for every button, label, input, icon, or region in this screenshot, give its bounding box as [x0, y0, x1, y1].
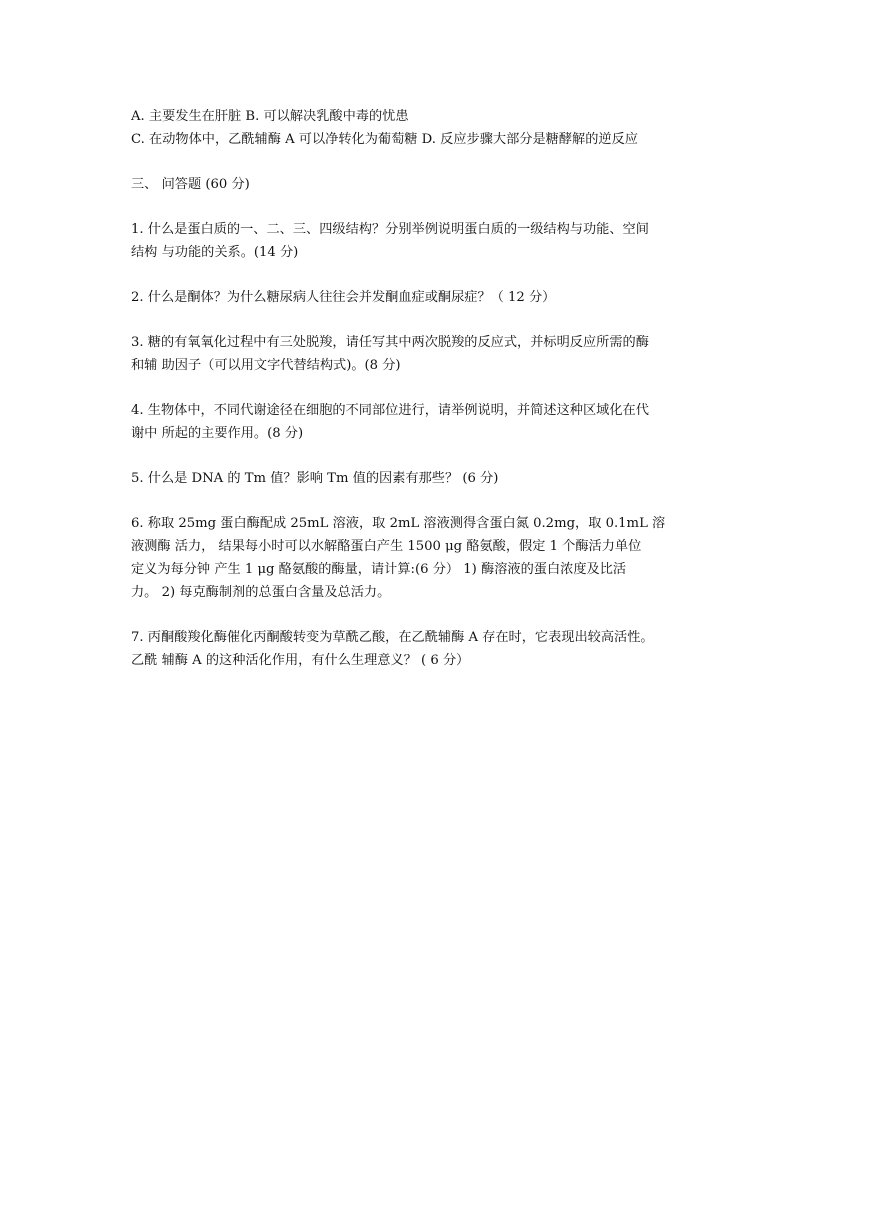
- question-1: [131, 218, 743, 264]
- question-4: [131, 399, 743, 445]
- spacer: [131, 604, 743, 626]
- question-2: [131, 286, 743, 309]
- question-line: 乙酰 辅酶 A 的这种活化作用，有什么生理意义？ ( 6 分）: [131, 653, 470, 668]
- question-line: 1. 什么是蛋白质的一、二、三、四级结构？分别举例说明蛋白质的一级结构与功能、空间: [131, 222, 649, 237]
- question-line: 3. 糖的有氧氧化过程中有三处脱羧，请任写其中两次脱羧的反应式，并标明反应所需的酶: [131, 335, 649, 350]
- question-line: 2. 什么是酮体？为什么糖尿病人往往会并发酮血症或酮尿症？（ 12 分）: [131, 290, 556, 305]
- section-title: 三、 问答题 (60 分): [131, 177, 250, 192]
- question-7: [131, 626, 743, 672]
- spacer: [131, 196, 743, 218]
- question-line: 液测酶 活力， 结果每小时可以水解酪蛋白产生 1500 μg 酪氨酸，假定 1 个酶活力单位: [131, 539, 642, 554]
- question-line: 4. 生物体中，不同代谢途径在细胞的不同部位进行，请举例说明，并简述这种区域化在代: [131, 403, 649, 418]
- spacer: [131, 445, 743, 467]
- question-line: 和辅 助因子（可以用文字代替结构式)。(8 分): [131, 358, 401, 373]
- question-line: 谢中 所起的主要作用。(8 分): [131, 426, 304, 441]
- question-6: [131, 512, 743, 604]
- question-5: [131, 467, 743, 490]
- document-content: [131, 105, 743, 672]
- question-line: 结构 与功能的关系。(14 分): [131, 245, 299, 260]
- spacer: [131, 151, 743, 173]
- question-line: 7. 丙酮酸羧化酶催化丙酮酸转变为草酰乙酸，在乙酰辅酶 A 存在时，它表现出较高活性。: [131, 630, 654, 645]
- spacer: [131, 377, 743, 399]
- question-3: [131, 331, 743, 377]
- spacer: [131, 490, 743, 512]
- spacer: [131, 264, 743, 286]
- option-line-c-d: C. 在动物体中，乙酰辅酶 A 可以净转化为葡萄糖 D. 反应步骤大部分是糖酵解的逆反应: [131, 132, 638, 147]
- question-line: 6. 称取 25mg 蛋白酶配成 25mL 溶液，取 2mL 溶液测得含蛋白氮 0.2mg，取 0.1mL 溶: [131, 516, 666, 531]
- question-line: 定义为每分钟 产生 1 μg 酪氨酸的酶量，请计算:(6 分） 1) 酶溶液的蛋白浓度及比活: [131, 562, 627, 577]
- question-line: 5. 什么是 DNA 的 Tm 值？影响 Tm 值的因素有那些？ (6 分): [131, 471, 499, 486]
- spacer: [131, 309, 743, 331]
- question-line: 力。 2) 每克酶制剂的总蛋白含量及总活力。: [131, 585, 391, 600]
- option-line-a-b: A. 主要发生在肝脏 B. 可以解决乳酸中毒的忧患: [131, 109, 409, 124]
